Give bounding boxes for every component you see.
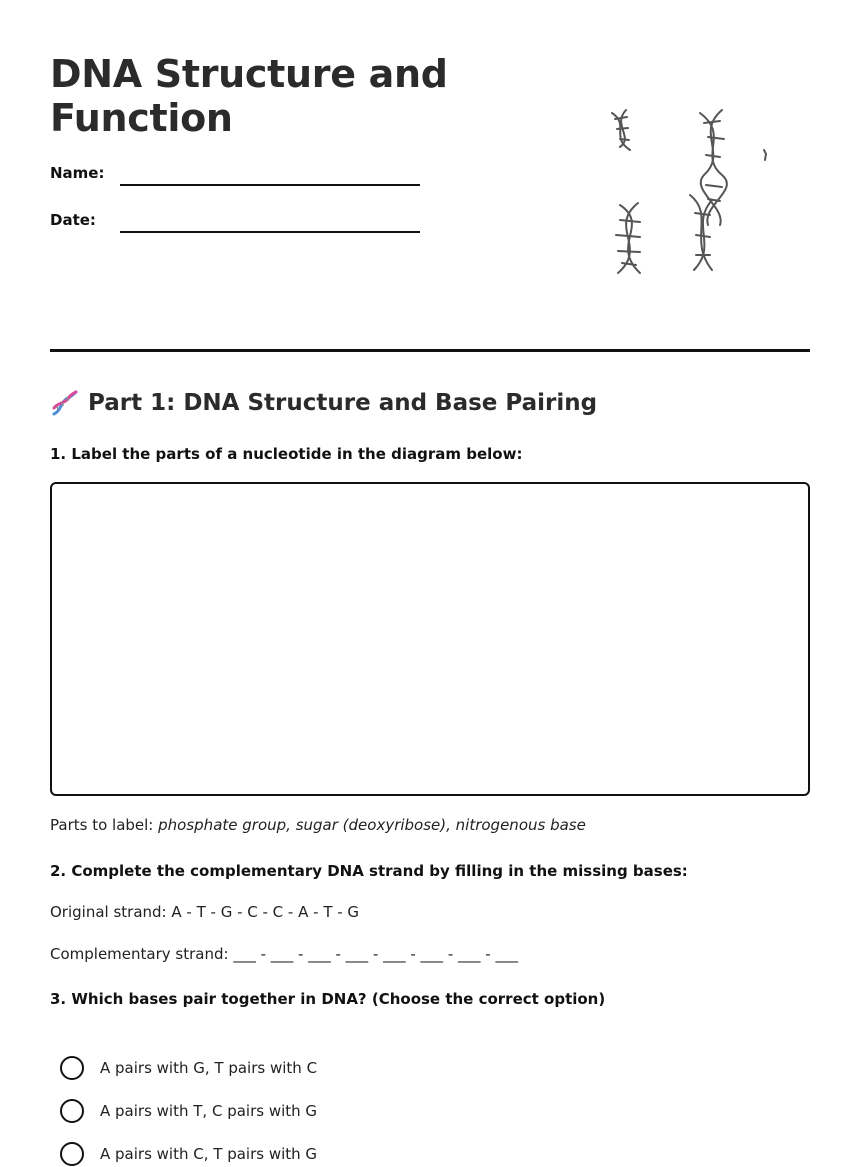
parts-prefix: Parts to label: xyxy=(50,816,154,834)
name-field[interactable] xyxy=(50,158,430,188)
question-2: 2. Complete the complementary DNA strand by filling in the missing bases: xyxy=(50,862,688,880)
answer-option[interactable] xyxy=(60,1055,317,1081)
complementary-strand[interactable]: Complementary strand: ___ - ___ - ___ - ___ - ___ - ___ - ___ - ___ xyxy=(50,945,518,963)
name-label: Name: xyxy=(50,164,105,182)
part1-title: Part 1: DNA Structure and Base Pairing xyxy=(88,390,598,416)
section-divider xyxy=(50,349,810,352)
name-line[interactable] xyxy=(120,184,420,186)
answer-option[interactable] xyxy=(60,1141,317,1167)
question-3: 3. Which bases pair together in DNA? (Choose the correct option) xyxy=(50,990,606,1008)
dna-helix-illustration xyxy=(590,95,790,285)
page-title: DNA Structure and Function xyxy=(50,52,448,140)
radio-button[interactable] xyxy=(60,1142,84,1166)
parts-list: phosphate group, sugar (deoxyribose), nitrogenous base xyxy=(158,816,586,834)
part1-heading xyxy=(50,388,597,418)
option-label: A pairs with G, T pairs with C xyxy=(100,1059,318,1077)
parts-to-label xyxy=(50,816,586,834)
radio-button[interactable] xyxy=(60,1099,84,1123)
nucleotide-diagram-area[interactable] xyxy=(50,482,810,796)
answer-option[interactable] xyxy=(60,1098,317,1124)
date-field[interactable] xyxy=(50,205,430,235)
date-label: Date: xyxy=(50,211,96,229)
date-line[interactable] xyxy=(120,231,420,233)
option-label: A pairs with T, C pairs with G xyxy=(100,1102,318,1120)
dna-emoji-icon xyxy=(50,388,80,418)
option-label: A pairs with C, T pairs with G xyxy=(100,1145,318,1163)
question-1: 1. Label the parts of a nucleotide in the diagram below: xyxy=(50,445,523,463)
radio-button[interactable] xyxy=(60,1056,84,1080)
original-strand: Original strand: A - T - G - C - C - A - T - G xyxy=(50,903,360,921)
